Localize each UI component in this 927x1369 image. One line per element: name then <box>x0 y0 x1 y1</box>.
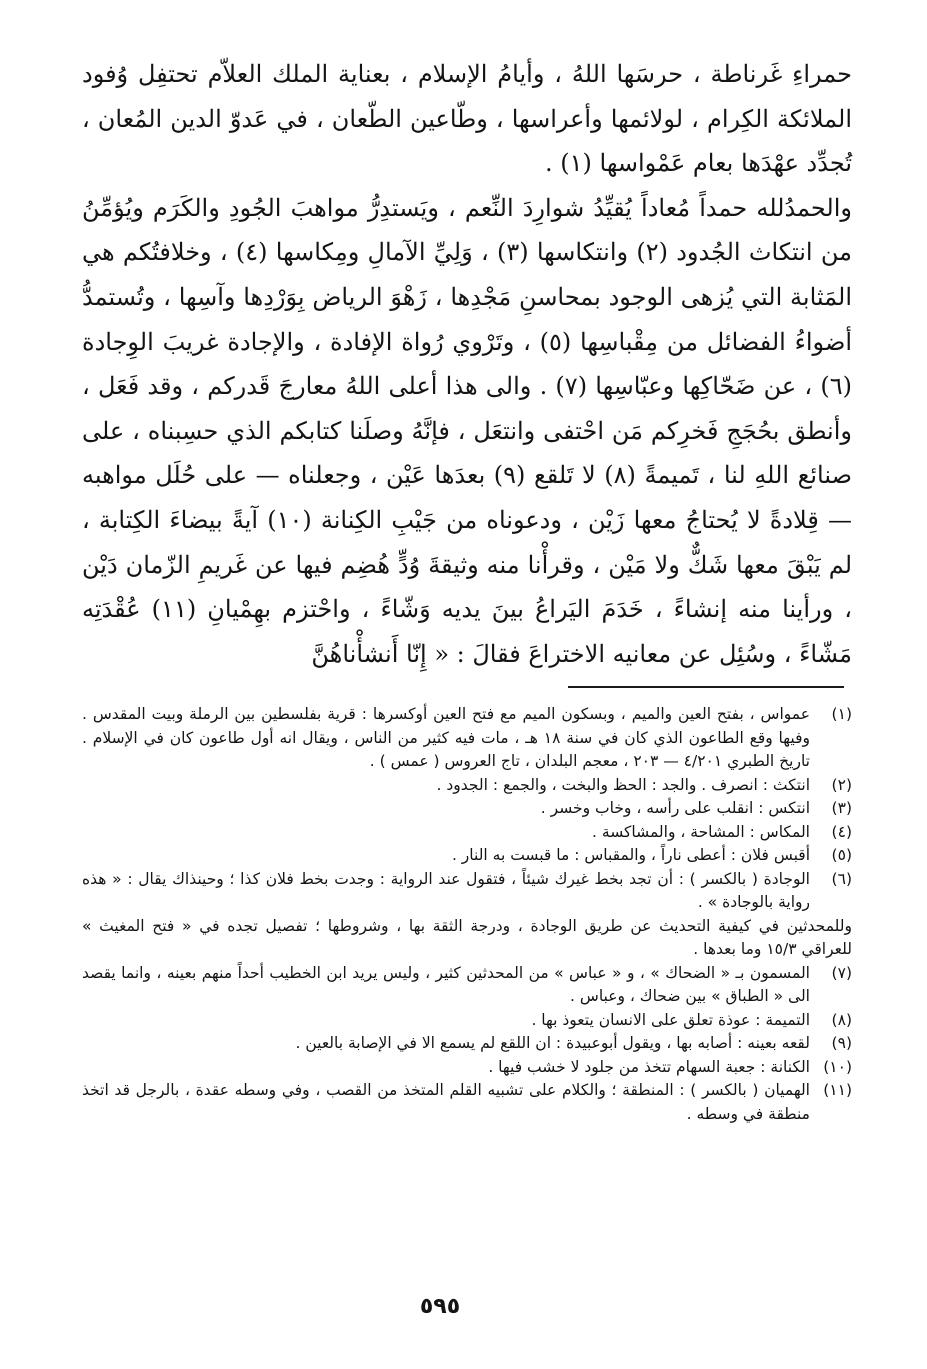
footnote-number: (٩) <box>831 1034 852 1052</box>
footnote-text: أقبس فلان : أعطى ناراً ، والمقباس : ما قبست به النار . <box>451 846 810 864</box>
footnote-2 <box>82 774 852 798</box>
main-paragraph-1: حمراءِ غَرناطة ، حرسَها اللهُ ، وأيامُ الإسلام ، بعناية الملك العلاّم تحتفِل وُفود الملائكة الكِرام ، لولائمها وأعراسها ، وطّاعين الطّعان ، في عَدوّ الدين المُعان ، تُجدِّد عهْدَها بعام عَمْواسها (١) . <box>82 60 852 178</box>
footnote-5 <box>82 844 852 868</box>
footnote-9 <box>82 1032 852 1056</box>
footnote-text: المسمون بـ « الضحاك » ، و « عباس » من المحدثين كثير ، وليس يريد ابن الخطيب أحداً منهم بعينه ، وانما يقصد الى « الطباق » بين ضحاك ، وعباس . <box>82 963 810 1005</box>
footnote-number: (٢) <box>831 775 852 794</box>
footnote-number: (٥) <box>831 846 852 864</box>
footnote-text: لقعه بعينه : أصابه بها ، ويقول أبوعبيدة : ان اللقع لم يسمع الا في الإصابة بالعين . <box>295 1034 810 1052</box>
footnote-text: المكاس : المشاحة ، والمشاكسة . <box>592 822 810 841</box>
footnote-number: (٦) <box>831 869 852 888</box>
footnote-text: التميمة : عوذة تعلق على الانسان يتعوذ بها . <box>531 1010 810 1029</box>
footnote-7 <box>82 962 852 1009</box>
main-text <box>82 52 852 676</box>
footnote-number: (٨) <box>831 1010 852 1029</box>
footnote-number: (١) <box>831 705 852 723</box>
footnote-text: انتكث : انصرف . والجد : الحظ والبخت ، والجمع : الجدود . <box>436 775 810 794</box>
main-paragraph-2: والحمدُلله حمداً مُعاداً يُقيِّدُ شوارِدَ النِّعم ، ويَستدِرُّ مواهبَ الجُودِ والكَرَم ويُؤمِّنُ من انتكاث الجُدود (٢) وانتكاسها (٣) ، وَلِيِّ الآمالِ ومِكاسها (٤) ، وخلافتُكم هي المَثابة التي يُزهى الوجود بمحاسنِ مَجْدِها ، زَهْوَ الرياض بِوَرْدِها وآسِها ، وتُستمدُّ أضواءُ الفضائل من مِقْباسِها (٥) ، وتَرْوي رُواة الإفادة ، والإجادة غريبَ الوِجادة (٦) ، عن ضَحّاكِها وعبّاسِها (٧) . والى هذا أعلى اللهُ معارجَ قَدركم ، وقد فَعَل ، وأنطق بحُجَجِ فَخرِكم مَن احْتفى وانتعَل ، فإنَّهُ وصلَنا كتابكم الذي حسِبناه ، على صنائع اللهِ لنا ، تَميمةً (٨) لا تَلقع (٩) بعدَها عَيْن ، وجعلناه — على حُلَل مواهبه — قِلادةً لا يُحتاجُ معها زَيْن ، ودعوناه من جَيْبِ الكِنانة (١٠) آيةً بيضاءَ الكِتابة ، لم يَبْقَ معها شَكٌّ ولا مَيْن ، وقرأْنا منه وثيقةَ وُدٍّ هُضِم فيها عن غَريمِ الزّمان دَيْن ، ورأينا منه إنشاءً ، خَدَمَ اليَراعُ بينَ يديه وَشّاءً ، واحْتزم بهِمْيانِ (١١) عُقْدَتِه مَشّاءً ، وسُئِل عن معانيه الاختراعَ فقالَ : « إِنّا أَنشأْناهُنَّ <box>82 193 852 668</box>
footnote-8 <box>82 1009 852 1033</box>
footnote-4 <box>82 821 852 845</box>
footnote-text: الوجادة ( بالكسر ) : أن تجد بخط غيرك شيئاً ، فتقول عند الرواية : وجدت بخط فلان كذا ؛ وحينذاك يقال : « هذه رواية بالوجادة » . <box>82 869 810 911</box>
footnote-text: عمواس ، بفتح العين والميم ، وبسكون الميم مع فتح العين أوكسرها : قرية بفلسطين بين الرملة وبيت المقدس . وفيها وقع الطاعون الذي كان في سنة ١٨ هـ ، مات فيه كثير من الناس ، ويقال انه أول طاعون كان في الإسلام . تاريخ الطبري ٤/٢٠١ — ٢٠٣ ، معجم البلدان ، تاج العروس ( عمس ) . <box>82 705 810 770</box>
page-number: ٥٩٥ <box>419 1294 461 1319</box>
footnote-text: انتكس : انقلب على رأسه ، وخاب وخسر . <box>540 799 810 817</box>
footnote-number: (١١) <box>823 1081 852 1099</box>
footnote-3 <box>82 797 852 821</box>
footnote-number: (٤) <box>831 822 852 841</box>
footnote-separator <box>568 686 844 688</box>
footnote-6 <box>82 868 852 915</box>
footnotes <box>82 703 852 1126</box>
footnote-6-continuation: وللمحدثين في كيفية التحديث عن طريق الوجادة ، ودرجة الثقة بها ، وشروطها ؛ تفصيل تجده في « فتح المغيث » للعراقي ١٥/٣ وما بعدها . <box>82 916 852 958</box>
footnote-number: (٣) <box>831 799 852 817</box>
footnote-11 <box>82 1079 852 1126</box>
footnote-10 <box>82 1056 852 1080</box>
footnote-1 <box>82 703 852 774</box>
footnote-text: الهميان ( بالكسر ) : المنطقة ؛ والكلام على تشبيه القلم المتخذ من القصب ، وفي وسطه عقدة ، بالرجل قد اتخذ منطقة في وسطه . <box>82 1081 810 1123</box>
footnote-text: الكنانة : جعبة السهام تتخذ من جلود لا خشب فيها . <box>488 1057 810 1076</box>
footnote-number: (١٠) <box>823 1057 852 1076</box>
footnote-number: (٧) <box>831 963 852 982</box>
